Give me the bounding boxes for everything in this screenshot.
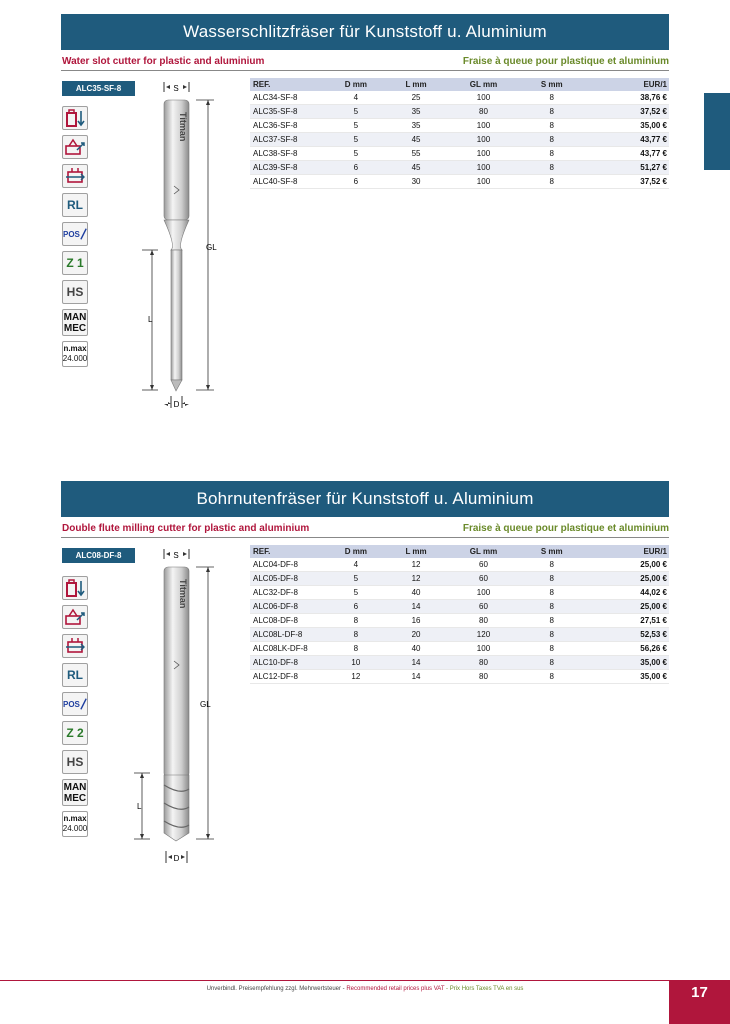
section-2-subtitle-en: Double flute milling cutter for plastic and aluminium bbox=[62, 523, 310, 534]
table-row: ALC34-SF-8 4 25 100 8 38,76 € bbox=[250, 91, 669, 105]
col-gl: GL mm bbox=[445, 78, 521, 91]
dim-s-label: S bbox=[173, 84, 179, 93]
table-row: ALC04-DF-8 4 12 60 8 25,00 € bbox=[250, 558, 669, 572]
dim-l-label: L bbox=[148, 315, 153, 324]
manual-mechanical-icon: MAN MEC bbox=[62, 779, 88, 806]
table-header-row bbox=[250, 545, 669, 558]
hss-material-icon: HS bbox=[62, 280, 88, 304]
rotation-rl-icon: RL bbox=[62, 193, 88, 217]
section-1-price-table bbox=[250, 78, 669, 189]
table-row: ALC38-SF-8 5 55 100 8 43,77 € bbox=[250, 147, 669, 161]
section-2-subtitle-fr: Fraise à queue pour plastique et aluminium bbox=[462, 523, 669, 534]
plunge-angle-icon bbox=[62, 135, 88, 159]
through-slot-icon bbox=[62, 576, 88, 600]
section-1-ref-badge: ALC35-SF-8 bbox=[62, 81, 135, 96]
table-row: ALC37-SF-8 5 45 100 8 43,77 € bbox=[250, 133, 669, 147]
table-row: ALC12-DF-8 12 14 80 8 35,00 € bbox=[250, 670, 669, 684]
max-rpm-icon: n.max 24.000 bbox=[62, 341, 88, 367]
dim-l-label: L bbox=[137, 802, 142, 811]
dim-d-label: D bbox=[173, 400, 180, 409]
table-row: ALC08-DF-8 8 16 80 8 27,51 € bbox=[250, 614, 669, 628]
col-ref: REF. bbox=[250, 545, 325, 558]
plunge-angle-icon bbox=[62, 605, 88, 629]
col-ref: REF. bbox=[250, 78, 325, 91]
brand-logo: Titman bbox=[178, 579, 188, 609]
hss-material-icon: HS bbox=[62, 750, 88, 774]
col-gl: GL mm bbox=[445, 545, 521, 558]
section-2-ref-badge: ALC08-DF-8 bbox=[62, 548, 135, 563]
col-eur: EUR/1 bbox=[582, 78, 669, 91]
table-row: ALC06-DF-8 6 14 60 8 25,00 € bbox=[250, 600, 669, 614]
table-row: ALC39-SF-8 6 45 100 8 51,27 € bbox=[250, 161, 669, 175]
col-s: S mm bbox=[522, 78, 583, 91]
section-2-tool-drawing bbox=[128, 545, 228, 870]
table-row: ALC05-DF-8 5 12 60 8 25,00 € bbox=[250, 572, 669, 586]
col-d: D mm bbox=[325, 78, 387, 91]
positive-rake-icon: POS bbox=[62, 692, 88, 716]
flute-count-icon: Z 1 bbox=[62, 251, 88, 275]
section-2-price-table bbox=[250, 545, 669, 684]
divider bbox=[61, 537, 669, 538]
col-l: L mm bbox=[387, 545, 446, 558]
dim-s-label: S bbox=[173, 551, 179, 560]
flute-count-icon: Z 2 bbox=[62, 721, 88, 745]
table-row: ALC40-SF-8 6 30 100 8 37,52 € bbox=[250, 175, 669, 189]
section-1-icon-column bbox=[62, 106, 90, 372]
section-1-subtitle-fr: Fraise à queue pour plastique et aluminium bbox=[462, 56, 669, 67]
footer-divider bbox=[0, 980, 730, 981]
page-number: 17 bbox=[669, 980, 730, 1024]
table-row: ALC08LK-DF-8 8 40 100 8 56,26 € bbox=[250, 642, 669, 656]
section-1-tool-drawing bbox=[128, 78, 228, 413]
dim-gl-label: GL bbox=[206, 243, 217, 252]
through-slot-icon bbox=[62, 106, 88, 130]
table-row: ALC36-SF-8 5 35 100 8 35,00 € bbox=[250, 119, 669, 133]
chapter-tab bbox=[704, 93, 730, 170]
footer-disclaimer: Unverbindl. Preisempfehlung zzgl. Mehrwertsteuer - Recommended retail prices plus VAT - Prix Hors Taxes TVA en sus bbox=[206, 986, 524, 992]
table-row: ALC08L-DF-8 8 20 120 8 52,53 € bbox=[250, 628, 669, 642]
side-milling-icon bbox=[62, 634, 88, 658]
table-header-row bbox=[250, 78, 669, 91]
brand-logo: Titman bbox=[178, 112, 188, 142]
dim-gl-label: GL bbox=[200, 700, 211, 709]
section-2-title: Bohrnutenfräser für Kunststoff u. Aluminium bbox=[61, 481, 669, 517]
divider bbox=[61, 70, 669, 71]
col-eur: EUR/1 bbox=[582, 545, 669, 558]
rotation-rl-icon: RL bbox=[62, 663, 88, 687]
table-row: ALC32-DF-8 5 40 100 8 44,02 € bbox=[250, 586, 669, 600]
col-l: L mm bbox=[387, 78, 446, 91]
col-d: D mm bbox=[325, 545, 387, 558]
positive-rake-icon: POS bbox=[62, 222, 88, 246]
manual-mechanical-icon: MAN MEC bbox=[62, 309, 88, 336]
section-1-title: Wasserschlitzfräser für Kunststoff u. Aluminium bbox=[61, 14, 669, 50]
section-2-icon-column bbox=[62, 576, 90, 842]
table-row: ALC35-SF-8 5 35 80 8 37,52 € bbox=[250, 105, 669, 119]
max-rpm-icon: n.max 24.000 bbox=[62, 811, 88, 837]
section-1-subtitle-en: Water slot cutter for plastic and aluminium bbox=[62, 56, 265, 67]
side-milling-icon bbox=[62, 164, 88, 188]
dim-d-label: D bbox=[173, 854, 180, 863]
col-s: S mm bbox=[522, 545, 583, 558]
table-row: ALC10-DF-8 10 14 80 8 35,00 € bbox=[250, 656, 669, 670]
